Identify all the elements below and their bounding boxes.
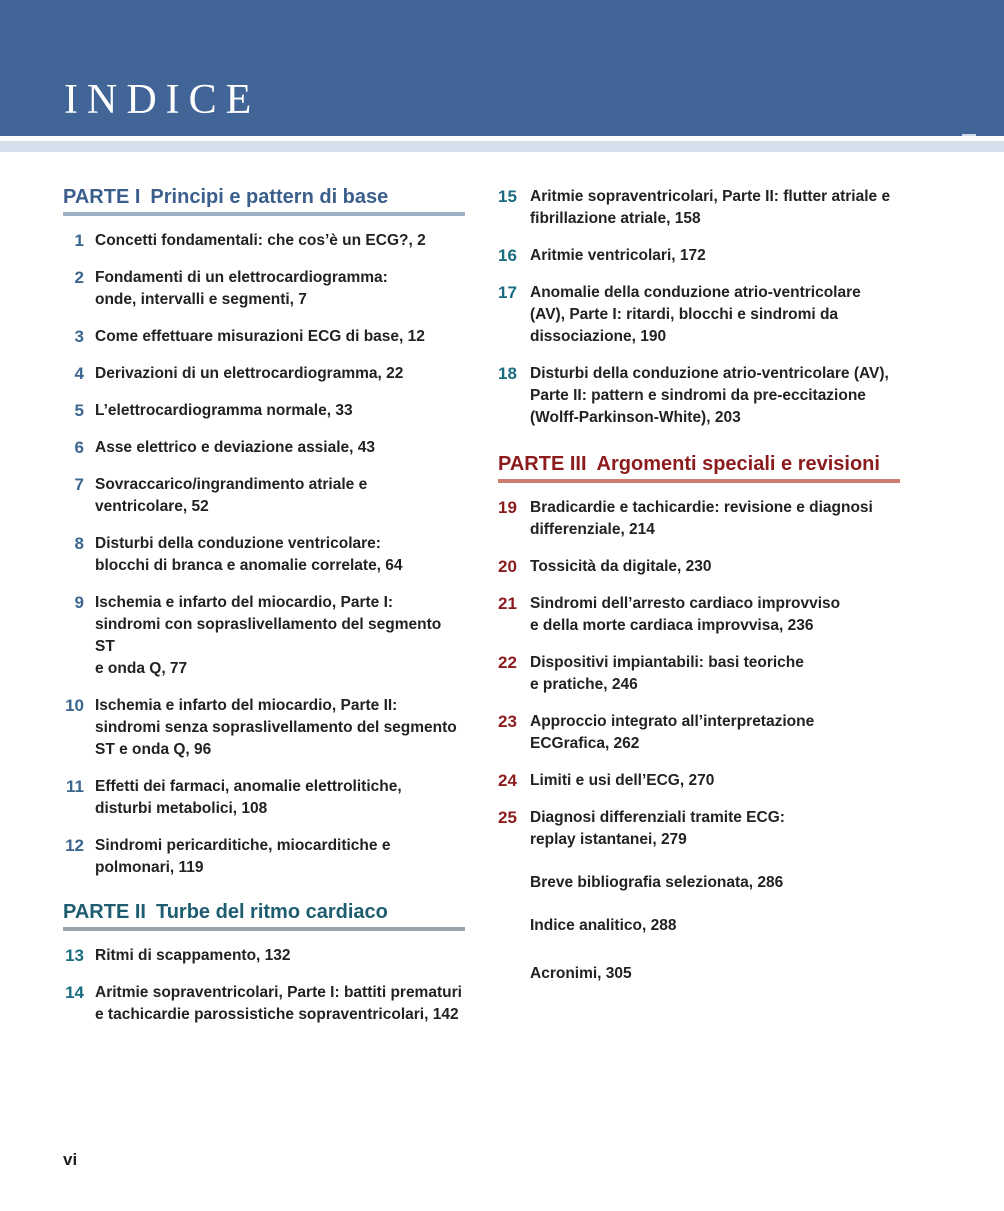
- toc-entry-15[interactable]: [498, 186, 908, 230]
- toc-entry-21[interactable]: [498, 593, 908, 637]
- part-2-number: PARTE II: [63, 901, 146, 923]
- chapter-number: 10: [65, 696, 84, 715]
- toc-right-column: [498, 186, 908, 985]
- chapter-number: 17: [498, 283, 517, 302]
- toc-entry-9[interactable]: [63, 592, 465, 680]
- chapter-title: Ritmi di scappamento, 132: [95, 947, 291, 964]
- toc-entry-7[interactable]: [63, 474, 465, 518]
- toc-entry-14[interactable]: [63, 982, 465, 1026]
- toc-left-column: [63, 186, 465, 1041]
- chapter-number: 22: [498, 653, 517, 672]
- bibliography-entry[interactable]: Breve bibliografia selezionata, 286: [530, 874, 784, 891]
- page-title: INDICE: [64, 77, 261, 123]
- toc-entry-5[interactable]: [63, 400, 465, 422]
- chapter-number: 1: [74, 231, 84, 250]
- toc-entry-10[interactable]: [63, 695, 465, 761]
- chapter-title: Sovraccarico/ingrandimento atriale e ventricolare, 52: [95, 476, 368, 515]
- part-3-rule: [498, 479, 900, 483]
- chapter-title: Dispositivi impiantabili: basi teoriche e pratiche, 246: [530, 654, 804, 693]
- backmatter: [498, 872, 908, 985]
- toc-entry-17[interactable]: [498, 282, 908, 348]
- toc-entry-25[interactable]: [498, 807, 908, 851]
- chapter-title: Sindromi pericarditiche, miocarditiche e polmonari, 119: [95, 837, 391, 876]
- chapter-title: Ischemia e infarto del miocardio, Parte II: sindromi senza sopraslivellamento del segmento ST e onda Q, 96: [95, 697, 457, 758]
- toc-entry-2[interactable]: [63, 267, 465, 311]
- chapter-title: Effetti dei farmaci, anomalie elettrolitiche, disturbi metabolici, 108: [95, 778, 402, 817]
- toc-entry-16[interactable]: [498, 245, 908, 267]
- chapter-number: 5: [74, 401, 84, 420]
- chapter-number: 4: [74, 364, 84, 383]
- chapter-title: Diagnosi differenziali tramite ECG: replay istantanei, 279: [530, 809, 785, 848]
- chapter-title: Derivazioni di un elettrocardiogramma, 22: [95, 365, 404, 382]
- part-1-number: PARTE I: [63, 186, 141, 208]
- toc-entry-11[interactable]: [63, 776, 465, 820]
- chapter-number: 21: [498, 594, 517, 613]
- toc-entry-22[interactable]: [498, 652, 908, 696]
- toc-entry-18[interactable]: [498, 363, 908, 429]
- chapter-number: 12: [65, 836, 84, 855]
- part-3-number: PARTE III: [498, 453, 587, 475]
- toc-entry-24[interactable]: [498, 770, 908, 792]
- chapter-title: Fondamenti di un elettrocardiogramma: onde, intervalli e segmenti, 7: [95, 269, 388, 308]
- chapter-number: 7: [74, 475, 84, 494]
- banner-strip: [0, 141, 1004, 152]
- chapter-title: Limiti e usi dell’ECG, 270: [530, 772, 715, 789]
- toc-entry-19[interactable]: [498, 497, 908, 541]
- chapter-number: 3: [74, 327, 84, 346]
- toc-entry-13[interactable]: [63, 945, 465, 967]
- part-2-rule: [63, 927, 465, 931]
- part-3-heading[interactable]: [498, 453, 900, 479]
- acronyms-entry[interactable]: Acronimi, 305: [530, 965, 632, 982]
- chapter-title: Disturbi della conduzione atrio-ventricolare (AV), Parte II: pattern e sindromi da pre-eccitazione (Wolff-Parkinson-White), 203: [530, 365, 889, 426]
- chapter-title: Come effettuare misurazioni ECG di base, 12: [95, 328, 425, 345]
- chapter-number: 11: [66, 777, 84, 796]
- chapter-title: Sindromi dell’arresto cardiaco improvviso e della morte cardiaca improvvisa, 236: [530, 595, 841, 634]
- part-2-heading[interactable]: [63, 901, 465, 927]
- chapter-title: Asse elettrico e deviazione assiale, 43: [95, 439, 376, 456]
- analytic-index-entry[interactable]: Indice analitico, 288: [530, 917, 677, 934]
- chapter-title: Tossicità da digitale, 230: [530, 558, 712, 575]
- chapter-number: 14: [65, 983, 84, 1002]
- part-1-heading[interactable]: [63, 186, 465, 212]
- chapter-number: 24: [498, 771, 517, 790]
- chapter-number: 2: [74, 268, 84, 287]
- chapter-title: Ischemia e infarto del miocardio, Parte I: sindromi con sopraslivellamento del segmento ST e onda Q, 77: [95, 594, 442, 677]
- chapter-title: Anomalie della conduzione atrio-ventricolare (AV), Parte I: ritardi, blocchi e sindromi da dissociazione, 190: [530, 284, 861, 345]
- chapter-number: 13: [65, 946, 84, 965]
- chapter-number: 9: [74, 593, 84, 612]
- toc-entry-1[interactable]: [63, 230, 465, 252]
- toc-entry-20[interactable]: [498, 556, 908, 578]
- chapter-title: Concetti fondamentali: che cos’è un ECG?, 2: [95, 232, 426, 249]
- chapter-number: 16: [498, 246, 517, 265]
- chapter-title: Bradicardie e tachicardie: revisione e diagnosi differenziale, 214: [530, 499, 873, 538]
- chapter-title: Approccio integrato all’interpretazione ECGrafica, 262: [530, 713, 815, 752]
- chapter-number: 20: [498, 557, 517, 576]
- toc-entry-4[interactable]: [63, 363, 465, 385]
- chapter-title: L’elettrocardiogramma normale, 33: [95, 402, 353, 419]
- page-number: vi: [63, 1150, 78, 1169]
- toc-entry-23[interactable]: [498, 711, 908, 755]
- chapter-number: 23: [498, 712, 517, 731]
- part-2-title: Turbe del ritmo cardiaco: [155, 901, 388, 923]
- banner-notch: [962, 134, 976, 136]
- toc-entry-6[interactable]: [63, 437, 465, 459]
- chapter-number: 6: [74, 438, 84, 457]
- toc-entry-12[interactable]: [63, 835, 465, 879]
- toc-entry-3[interactable]: [63, 326, 465, 348]
- chapter-number: 25: [498, 808, 517, 827]
- part-1-title: Principi e pattern di base: [150, 186, 389, 208]
- chapter-title: Aritmie sopraventricolari, Parte II: flutter atriale e fibrillazione atriale, 158: [530, 188, 891, 227]
- chapter-number: 19: [498, 498, 517, 517]
- chapter-number: 15: [498, 187, 517, 206]
- part-1-rule: [63, 212, 465, 216]
- part-3-title: Argomenti speciali e revisioni: [596, 453, 880, 475]
- chapter-title: Disturbi della conduzione ventricolare: blocchi di branca e anomalie correlate, 64: [95, 535, 403, 574]
- chapter-title: Aritmie ventricolari, 172: [530, 247, 706, 264]
- toc-entry-8[interactable]: [63, 533, 465, 577]
- chapter-number: 8: [74, 534, 84, 553]
- chapter-title: Aritmie sopraventricolari, Parte I: battiti prematuri e tachicardie parossistiche sopraventricolari, 142: [95, 984, 462, 1023]
- chapter-number: 18: [498, 364, 517, 383]
